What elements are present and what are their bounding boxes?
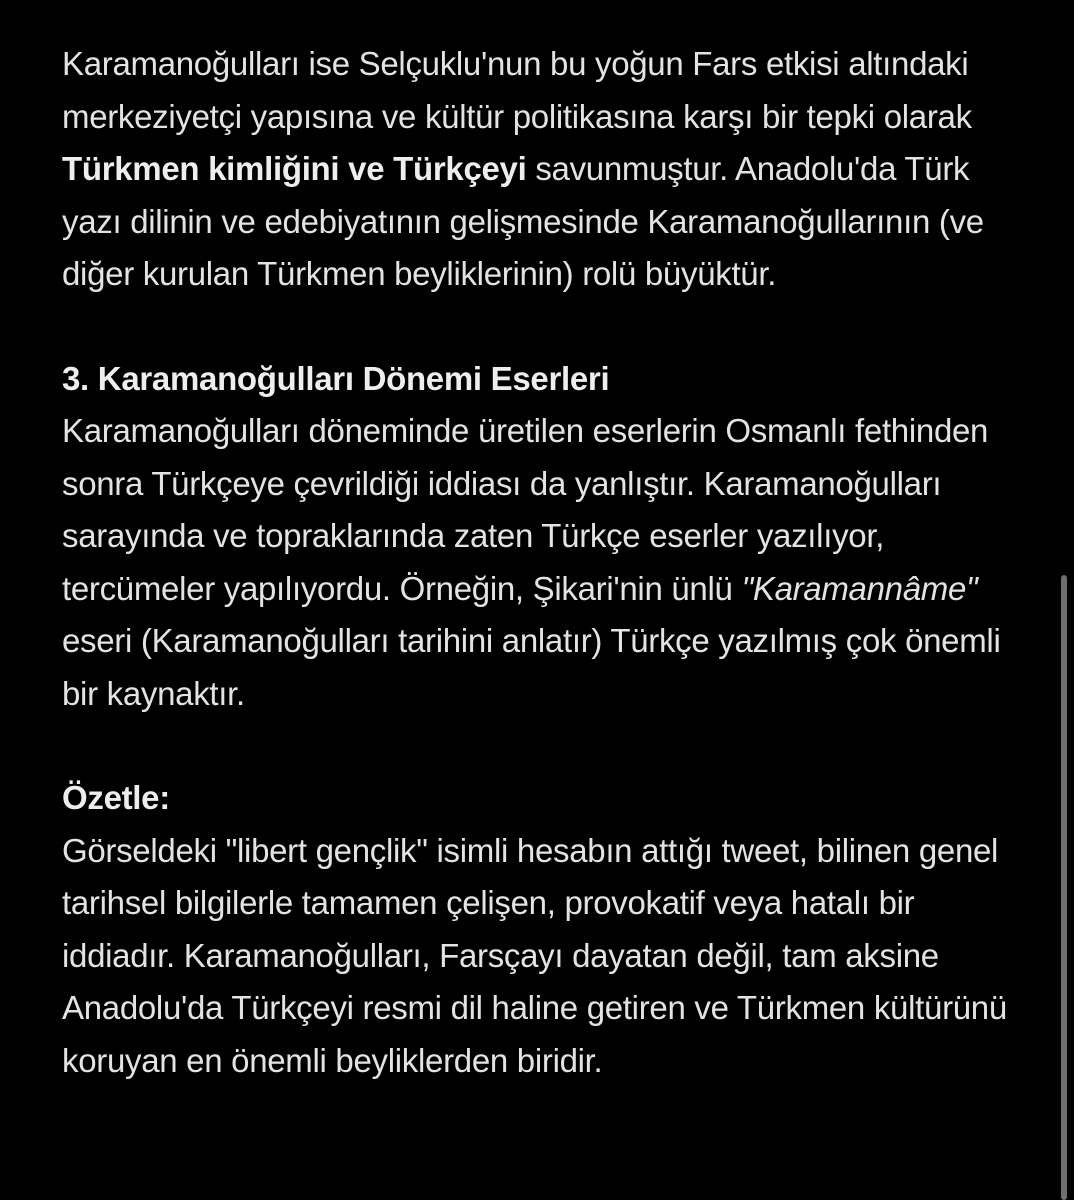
paragraph-gap [62, 720, 1022, 772]
summary-heading: Özetle: [62, 779, 170, 816]
paragraph-text: Karamanoğulları ise Selçuklu'nun bu yoğun Fars etkisi altındaki merkeziyetçi yapısına ve kültür politikasına karşı bir tepki olarak [62, 45, 972, 135]
section-summary [62, 772, 1022, 1087]
paragraph-text: Görseldeki "libert gençlik" isimli hesabın attığı tweet, bilinen genel tarihsel bilgilerle tamamen çelişen, provokatif veya hatalı bir iddiadır. Karamanoğulları, Farsçayı dayatan değil, tam aksine Anadolu'da Türkçeyi resmi dil haline getiren ve Türkmen kültürünü koruyan en önemli beyliklerden biridir. [62, 831, 1007, 1079]
paragraph-gap [62, 301, 1022, 353]
scrollbar-thumb[interactable] [1061, 575, 1067, 1200]
paragraph-text: Karamanoğulları döneminde üretilen eserlerin Osmanlı fethinden sonra Türkçeye çevrildiği iddiası da yanlıştır. Karamanoğulları sarayında ve topraklarında zaten Türkçe eserler yazılıyor, tercümeler yapılıyordu. Örneğin, Şikari'nin ünlü [62, 412, 989, 607]
response-text [62, 38, 1022, 1087]
paragraph-text: eseri (Karamanoğulları tarihini anlatır) Türkçe yazılmış çok önemli bir kaynaktır. [62, 622, 1001, 712]
section-works [62, 353, 1022, 721]
bold-phrase: Türkmen kimliğini ve Türkçeyi [62, 150, 527, 187]
section-heading: 3. Karamanoğulları Dönemi Eserleri [62, 359, 610, 397]
italic-title: "Karamannâme" [741, 569, 978, 607]
paragraph-karamanogullari-reaction [62, 38, 1022, 301]
paragraph-text: savunmuştur. Anadolu'da Türk yazı dilinin ve edebiyatının gelişmesinde Karamanoğullarının (ve diğer kurulan Türkmen beyliklerinin) rolü büyüktür. [62, 150, 984, 292]
